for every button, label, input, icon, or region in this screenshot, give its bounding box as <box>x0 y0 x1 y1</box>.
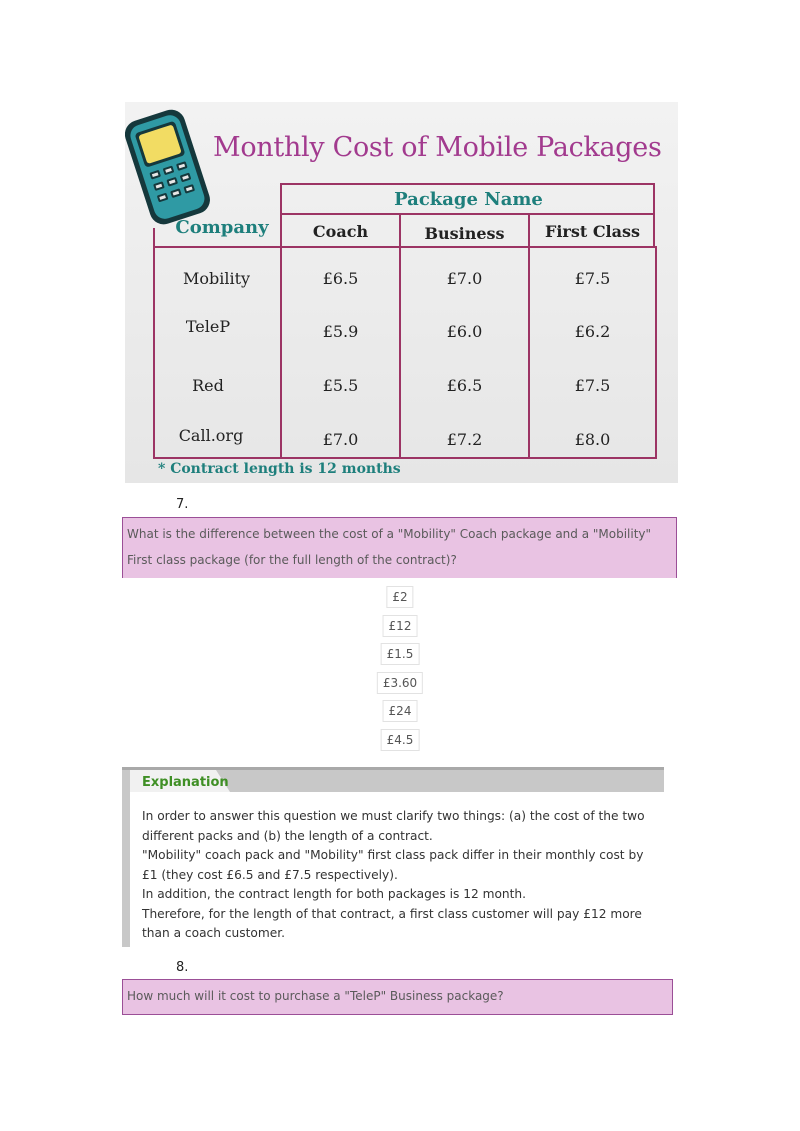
column-header-first-class: First Class <box>544 222 641 241</box>
price-cell: £7.0 <box>322 430 359 449</box>
explanation-panel <box>122 767 664 947</box>
package-name-header: Package Name <box>394 189 543 210</box>
question-8-text: How much will it cost to purchase a "TeleP" Business package? <box>122 979 673 1015</box>
price-cell: £5.5 <box>322 376 359 395</box>
price-cell: £6.2 <box>574 322 611 341</box>
answer-option[interactable]: £12 <box>383 615 418 637</box>
price-cell: £6.5 <box>446 376 483 395</box>
explanation-line: In addition, the contract length for both packages is 12 month. <box>142 887 527 901</box>
price-cell: £6.5 <box>322 269 359 288</box>
question-7-text: What is the difference between the cost of a "Mobility" Coach package and a "Mobility" First class package (for the full length of the contract)? <box>122 517 677 578</box>
explanation-body <box>142 807 662 944</box>
price-cell: £7.5 <box>574 376 611 395</box>
company-cell: Mobility <box>182 269 251 288</box>
answer-option[interactable]: £3.60 <box>377 672 423 694</box>
explanation-line: In order to answer this question we must clarify two things: (a) the cost of the two different packs and (b) the length of a contract. <box>142 809 645 843</box>
company-cell: Call.org <box>178 426 244 445</box>
cost-table <box>153 183 657 459</box>
column-header-business: Business <box>424 224 505 243</box>
explanation-title: Explanation <box>142 775 229 790</box>
price-cell: £6.0 <box>446 322 483 341</box>
price-cell: £8.0 <box>574 430 611 449</box>
answer-option[interactable]: £2 <box>386 586 413 608</box>
explanation-side-bar <box>122 792 130 947</box>
company-cell: TeleP <box>185 317 231 336</box>
question-number: 8. <box>176 960 189 975</box>
price-cell: £7.0 <box>446 269 483 288</box>
contract-footnote: * Contract length is 12 months <box>158 461 401 477</box>
answer-option[interactable]: £1.5 <box>381 643 420 665</box>
column-header-coach: Coach <box>312 222 369 241</box>
company-header: Company <box>175 217 269 238</box>
price-cell: £7.2 <box>446 430 483 449</box>
price-cell: £7.5 <box>574 269 611 288</box>
question-number: 7. <box>176 497 189 512</box>
explanation-line: "Mobility" coach pack and "Mobility" first class pack differ in their monthly cost by £1 (they cost £6.5 and £7.5 respectively). <box>142 848 644 882</box>
explanation-line: Therefore, for the length of that contract, a first class customer will pay £12 more than a coach customer. <box>142 906 642 940</box>
company-cell: Red <box>192 376 224 395</box>
answer-option[interactable]: £4.5 <box>381 729 420 751</box>
price-cell: £5.9 <box>322 322 359 341</box>
figure-title: Monthly Cost of Mobile Packages <box>213 132 662 163</box>
cost-table-figure <box>125 102 678 483</box>
answer-option[interactable]: £24 <box>383 700 418 722</box>
